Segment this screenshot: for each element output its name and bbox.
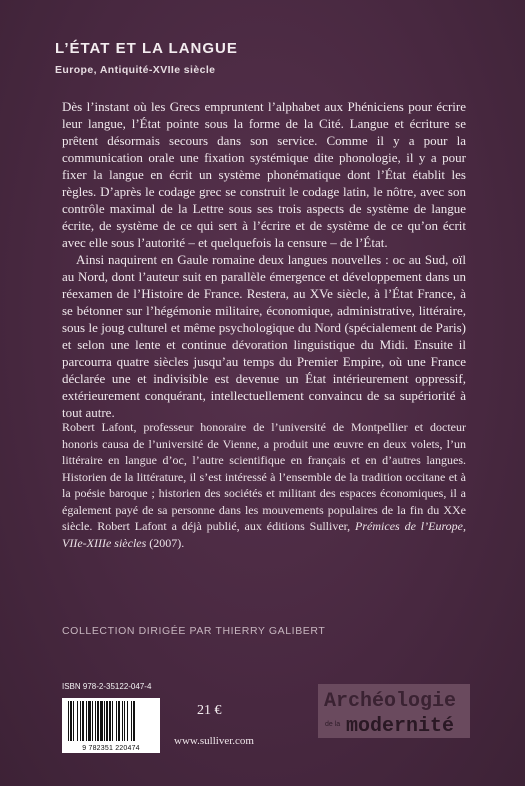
barcode-bar <box>97 701 99 741</box>
series-logo-line2: modernité <box>346 715 455 738</box>
barcode-bar <box>122 701 123 741</box>
book-subtitle: Europe, Antiquité-XVIIe siècle <box>55 64 216 76</box>
barcode-bar <box>88 701 91 741</box>
previous-work-title: Prémices de l’Europe, VIIe-XIIIe siècles <box>62 519 466 550</box>
barcode-bar <box>124 701 125 741</box>
barcode-bar <box>106 701 108 741</box>
barcode-bar <box>133 701 135 741</box>
barcode-number: 9 782351 220474 <box>82 745 140 752</box>
book-title: L’ÉTAT ET LA LANGUE <box>55 40 238 57</box>
series-logo-graphic <box>318 684 470 738</box>
description-block <box>62 98 466 421</box>
barcode <box>62 698 160 753</box>
barcode-bar <box>82 701 84 741</box>
price: 21 € <box>197 703 222 718</box>
barcode-bar <box>77 701 78 741</box>
barcode-bar <box>109 701 111 741</box>
author-bio-text: Robert Lafont, professeur honoraire de l’université de Montpellier et docteur honoris causa de l’université de Vienne, a produit une œuvre en deux volets, l’un littéraire en langue d’oc, l’autre scientifique en français et en d’autres langues. Historien de la littérature, il s’est intéressé à l’ensemble de la tradition occitane et à la poésie baroque ; historien des sociétés et militant des espaces économiques, il a également payé de sa personne dans les mouvements populaires de la fin du XXe siècle. Robert Lafont a déjà publié, aux éditions Sulliver, <box>62 420 466 533</box>
collection-label: COLLECTION DIRIGÉE PAR THIERRY GALIBERT <box>62 625 326 637</box>
description-paragraph: Ainsi naquirent en Gaule romaine deux langues nouvelles : oc au Sud, oïl au Nord, dont l’auteur suit en parallèle émergence et développement dans un réexamen de l’Histoire de France. Restera, au XVe siècle, à l’État France, à se bétonner sur l’hégémonie militaire, économique, administrative, littéraire, sous le joug culturel et même psychologique du Nord (spécialement de Paris) et selon une lente et continue dévoration linguistique du Midi. Ensuite il parcourra quatre siècles jusqu’au temps du Premier Empire, où une France déclarée une et indivisible est devenue un État intérieurement oppressif, extérieurement conquérant, intellectuellement convaincu de sa supériorité à tout autre. <box>62 252 466 420</box>
barcode-bar <box>127 701 128 741</box>
barcode-bar <box>112 701 113 741</box>
isbn-label: ISBN 978-2-35122-047-4 <box>62 682 152 691</box>
series-logo <box>318 684 470 738</box>
author-bio <box>62 419 466 551</box>
series-logo-line1: Archéologie <box>324 690 457 713</box>
barcode-bar <box>68 701 69 741</box>
barcode-bar <box>86 701 87 741</box>
barcode-bar <box>95 701 96 741</box>
barcode-bars <box>62 698 160 744</box>
barcode-bar <box>80 701 81 741</box>
website-url: www.sulliver.com <box>174 735 254 747</box>
barcode-bar <box>118 701 120 741</box>
barcode-bar <box>131 701 132 741</box>
barcode-bar <box>70 701 72 741</box>
barcode-bar <box>104 701 105 741</box>
barcode-bar <box>100 701 103 741</box>
barcode-bar <box>73 701 74 741</box>
barcode-bar <box>92 701 93 741</box>
barcode-bar <box>116 701 117 741</box>
author-bio-paragraph <box>62 419 466 551</box>
description-paragraph: Dès l’instant où les Grecs empruntent l’alphabet aux Phéniciens pour écrire leur langue, l’État pointe sous la forme de la Cité. Langue et écriture se prêtent désormais secours dans son service. Comme il y a pour la communication orale une fixation systémique dite phonologie, il y a pour fixer la langue en écrit un système phonématique dont l’État établit les règles. D’après le codage grec se construit le codage latin, le nôtre, avec son contrôle maximal de la Lettre sous ses trois aspects de système de langue écrite, de système de ce qui sert à l’écrire et de système de ce qu’on écrit avec elle sous l’autorité – et quelquefois la censure – de l’État. <box>62 99 466 250</box>
series-logo-prefix: de la <box>325 721 341 728</box>
previous-work-year: (2007). <box>146 535 185 550</box>
